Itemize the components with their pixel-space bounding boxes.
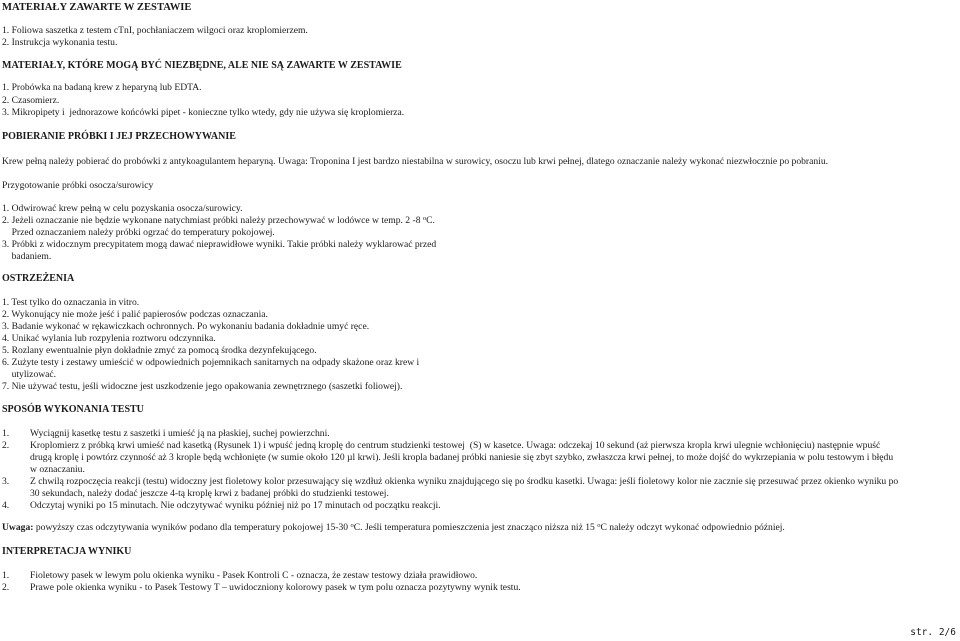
list-item-text: 2. Jeżeli oznaczanie nie będzie wykonane natychmiast próbki należy przechowywać w lodówce w temp. 2 -8 <box>2 215 423 226</box>
step-number: 4. <box>2 500 10 511</box>
list-item: 6. Zużyte testy i zestawy umieścić w odpowiednich pojemnikach sanitarnych na odpady skażone oraz krew i <box>2 357 420 368</box>
list-item: 3. Badanie wykonać w rękawiczkach ochronnych. Po wykonaniu badania dokładnie umyć ręce. <box>2 321 370 332</box>
list-item: 7. Nie używać testu, jeśli widoczne jest uszkodzenie jego opakowania zewnętrznego (saszetki foliowej). <box>2 381 403 392</box>
step-number: 2. <box>2 440 10 451</box>
heading-procedure: SPOSÓB WYKONANIA TESTU <box>2 404 144 415</box>
degree-sup: o <box>597 522 601 529</box>
list-item: badaniem. <box>2 251 52 262</box>
page-number: str. 2/6 <box>910 627 956 638</box>
list-item: 3. Mikropipety i jednorazowe końcówki pipet - konieczne tylko wtedy, gdy nie używa się kroplomierza. <box>2 107 405 118</box>
list-item: Przed oznaczaniem należy próbki ogrzać do temperatury pokojowej. <box>2 227 275 238</box>
heading-interpretation: INTERPRETACJA WYNIKU <box>2 546 132 557</box>
degree-sup: o <box>350 522 354 529</box>
step-text: 30 sekundach, należy dodać jeszcze 4-tą kroplę krwi z badanej próbki do studzienki testowej. <box>30 488 389 499</box>
list-item: 1. Test tylko do oznaczania in vitro. <box>2 297 140 308</box>
step-number: 3. <box>2 476 10 487</box>
list-item: 2. Wykonujący nie może jeść i palić papierosów podczas oznaczania. <box>2 309 268 320</box>
heading-materials-included: MATERIAŁY ZAWARTE W ZESTAWIE <box>2 2 192 13</box>
sampling-subheading: Przygotowanie próbki osocza/surowicy <box>2 180 154 191</box>
list-item: 4. Unikać wylania lub rozpylenia roztworu odczynnika. <box>2 333 216 344</box>
list-item: 1. Probówka na badaną krew z heparyną lub EDTA. <box>2 82 202 93</box>
heading-warnings: OSTRZEŻENIA <box>2 273 75 284</box>
list-item: 5. Rozlany ewentualnie płyn dokładnie zmyć za pomocą środka dezynfekującego. <box>2 345 317 356</box>
list-item <box>2 215 435 226</box>
note-text: powyższy czas odczytywania wyników podano dla temperatury pokojowej 15-30 <box>33 522 351 533</box>
note-text: C. Jeśli temperatura pomieszczenia jest znacząco niższa niż 15 <box>353 522 598 533</box>
list-item: utylizować. <box>2 369 57 380</box>
procedure-note <box>2 522 785 533</box>
sampling-paragraph: Krew pełną należy pobierać do probówki z antykoagulantem heparyną. Uwaga: Troponina I jest bardzo niestabilna w surowicy, osoczu lub krwi pełnej, dlatego oznaczanie należy wykonać niezwłocznie po pobraniu. <box>2 156 829 167</box>
list-item: 1. Foliowa saszetka z testem cTnI, pochłaniaczem wilgoci oraz kroplomierzem. <box>2 25 308 36</box>
list-item: 3. Próbki z widocznym precypitatem mogą dawać nieprawidłowe wyniki. Takie próbki należy wyklarować przed <box>2 239 437 250</box>
step-text: Kroplomierz z próbką krwi umieść nad kasetką (Rysunek 1) i wpuść jedną kroplę do centrum studzienki testowej (S) w kasetce. Uwaga: odczekaj 10 sekund (aż pierwsza kropla krwi ulegnie wchłonięciu) następnie wpuść <box>30 440 881 451</box>
step-text: drugą kroplę i powtórz czynność aż 3 krople będą wchłonięte (w sumie około 120 µl krwi). Jeśli kropla badanej próbki naniesie się zbyt szybko, zwłaszcza krwi pełnej, to może dojść do wykrzepiania w polu testowym i błędu <box>30 452 894 463</box>
step-number: 2. <box>2 582 10 593</box>
step-text: Odczytaj wyniki po 15 minutach. Nie odczytywać wyniku później niż po 17 minutach od początku reakcji. <box>30 500 441 511</box>
step-text: Z chwilą rozpoczęcia reakcji (testu) widoczny jest fioletowy kolor przesuwający się wzdłuż okienka wyniku znajdującego się po środku kasetki. Uwaga: jeśli fioletowy kolor nie zacznie się przesuwać przez okienko wyniku po <box>30 476 899 487</box>
note-text: C należy odczyt wykonać odpowiednio później. <box>600 522 785 533</box>
step-text: Wyciągnij kasetkę testu z saszetki i umieść ją na płaskiej, suchej powierzchni. <box>30 428 330 439</box>
temp-unit: C. <box>426 215 435 226</box>
list-item: 2. Czasomierz. <box>2 95 60 106</box>
degree-sup: o <box>422 215 427 222</box>
step-text: Prawe pole okienka wyniku - to Pasek Testowy T – uwidoczniony kolorowy pasek w tym polu oznacza pozytywny wynik testu. <box>30 582 521 593</box>
step-text: w oznaczaniu. <box>30 464 85 475</box>
list-item: 2. Instrukcja wykonania testu. <box>2 37 118 48</box>
list-item: 1. Odwirować krew pełną w celu pozyskania osocza/surowicy. <box>2 203 243 214</box>
heading-sampling: POBIERANIE PRÓBKI I JEJ PRZECHOWYWANIE <box>2 131 236 142</box>
step-number: 1. <box>2 570 10 581</box>
step-number: 1. <box>2 428 10 439</box>
note-label: Uwaga: <box>2 522 34 533</box>
step-text: Fioletowy pasek w lewym polu okienka wyniku - Pasek Kontroli C - oznacza, że zestaw testowy działa prawidłowo. <box>30 570 478 581</box>
heading-materials-needed: MATERIAŁY, KTÓRE MOGĄ BYĆ NIEZBĘDNE, ALE NIE SĄ ZAWARTE W ZESTAWIE <box>2 60 402 71</box>
